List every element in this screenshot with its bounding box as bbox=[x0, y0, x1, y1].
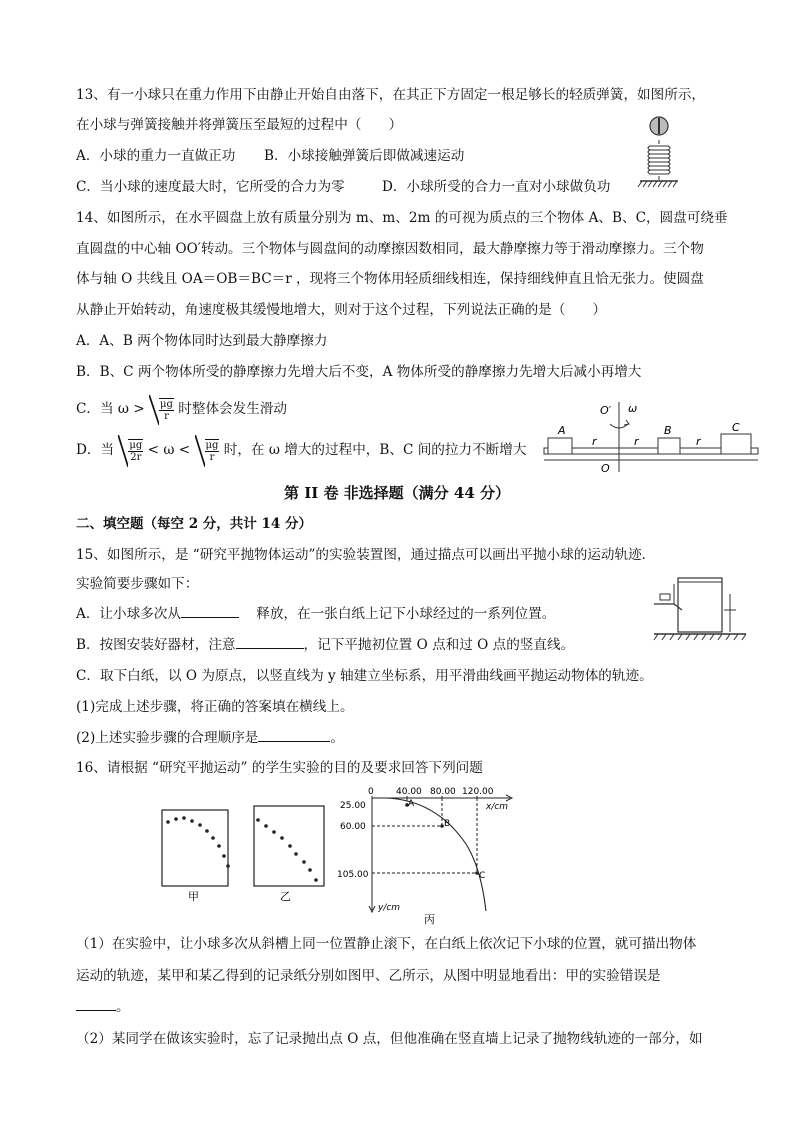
x-tick-0: 0 bbox=[368, 787, 374, 797]
sub2-prefix: (2)上述实验步骤的合理顺序是 bbox=[76, 730, 259, 746]
q14-stem-line4: 从静止开始转动，角速度极其缓慢地增大，则对于这个过程，下列说法正确的是（ ） bbox=[76, 302, 607, 318]
answer-blank[interactable] bbox=[236, 648, 304, 649]
q15-steps-title: 实验简要步骤如下： bbox=[76, 576, 199, 592]
y-tick-60: 60.00 bbox=[340, 822, 366, 832]
step-a-prefix: A．让小球多次从 bbox=[76, 606, 181, 622]
point-b-label: B bbox=[444, 819, 451, 829]
q14-option-c-prefix: C．当 ω > bbox=[76, 401, 145, 417]
trajectory-curve bbox=[386, 798, 486, 911]
q15-step-c: C．取下白纸，以 O 为原点，以竖直线为 y 轴建立坐标系，用平滑曲线画平抛运动物体的轨迹。 bbox=[76, 668, 653, 684]
label-r-3: r bbox=[696, 435, 701, 448]
fraction-denominator: r bbox=[164, 411, 169, 422]
q16-stem: 16、请根据 “研究平抛运动” 的学生实验的目的及要求回答下列问题 bbox=[76, 760, 483, 776]
q16-figure-bing bbox=[336, 786, 516, 926]
q15-sub2 bbox=[76, 729, 344, 747]
q14-stem-line3: 体与轴 O 共线且 OA＝OB＝BC＝r ，现将三个物体用轻质细线相连，保持细线伸直且恰无张力。使圆盘 bbox=[76, 271, 704, 287]
q13-option-a: A．小球的重力一直做正功 bbox=[76, 148, 236, 164]
x-axis-label: x/cm bbox=[486, 802, 509, 812]
answer-blank[interactable] bbox=[76, 1010, 116, 1011]
x-tick-40: 40.00 bbox=[396, 787, 422, 797]
step-b-prefix: B．按图安装好器材，注意 bbox=[76, 637, 236, 653]
block-b bbox=[658, 438, 680, 454]
q13-option-c: C．当小球的速度最大时，它所受的合力为零 bbox=[76, 179, 345, 195]
step-b-suffix: ，记下平抛初位置 O 点和过 O 点的竖直线。 bbox=[303, 637, 575, 653]
label-r-1: r bbox=[592, 435, 597, 448]
q16-part2-line1: （2）某同学在做该实验时，忘了记录抛出点 O 点，但他准确在竖直墙上记录了抛物线轨迹的一部分，如 bbox=[76, 1031, 703, 1047]
q14-option-d-suffix: 时，在 ω 增大的过程中，B、C 间的拉力不断增大 bbox=[223, 442, 527, 458]
q15-step-a bbox=[76, 605, 555, 623]
q13-stem-line2: 在小球与弹簧接触并将弹簧压至最短的过程中（ ） bbox=[76, 117, 403, 133]
q13-spring-figure bbox=[636, 114, 682, 196]
q14-turntable-figure bbox=[540, 398, 762, 474]
answer-blank[interactable] bbox=[181, 617, 239, 618]
q14-stem-line1: 14、如图所示，在水平圆盘上放有质量分别为 m、m、2m 的可视为质点的三个物体 A、B、C，圆盘可绕垂 bbox=[76, 210, 728, 226]
sqrt-expression bbox=[149, 395, 174, 425]
label-c: C bbox=[732, 421, 740, 434]
point-c-label: C bbox=[479, 871, 486, 881]
sub2-suffix: 。 bbox=[330, 730, 344, 746]
section-title: 二、填空题（每空 2 分，共计 14 分） bbox=[76, 516, 312, 532]
answer-blank[interactable] bbox=[258, 741, 330, 742]
part-two-heading: 第 II 卷 非选择题（满分 44 分） bbox=[283, 484, 511, 502]
q15-step-b bbox=[76, 636, 574, 654]
step-a-suffix: 释放，在一张白纸上记下小球经过的一系列位置。 bbox=[256, 606, 556, 622]
q16-part1-line3 bbox=[76, 998, 130, 1016]
q13-option-d: D．小球所受的合力一直对小球做负功 bbox=[382, 179, 611, 195]
point-a-label: A bbox=[408, 799, 415, 809]
label-o: O bbox=[601, 462, 610, 474]
q13-option-b: B．小球接触弹簧后即做减速运动 bbox=[264, 148, 465, 164]
q13-stem-line1: 13、有一小球只在重力作用下由静止开始自由落下，在其正下方固定一根足够长的轻质弹簧，如图所示， bbox=[76, 87, 706, 103]
q16-part1-line2: 运动的轨迹，某甲和某乙得到的记录纸分别如图甲、乙所示，从图中明显地看出：甲的实验错误是 bbox=[76, 968, 661, 984]
q16-figure-yi bbox=[252, 804, 328, 904]
label-r-2: r bbox=[634, 435, 639, 448]
block-a bbox=[548, 438, 572, 454]
sqrt-expression bbox=[118, 435, 143, 467]
label-o-prime: O′ bbox=[600, 404, 612, 417]
q15-stem: 15、如图所示，是 “研究平抛物体运动”的实验装置图，通过描点可以画出平抛小球的运动轨迹． bbox=[76, 547, 656, 563]
label-jia: 甲 bbox=[188, 890, 199, 903]
fraction-denominator: r bbox=[209, 452, 215, 463]
fraction-numerator: μg bbox=[160, 399, 173, 410]
q14-option-c-suffix: 时整体会发生滑动 bbox=[178, 401, 288, 417]
part1-period: 。 bbox=[116, 999, 130, 1015]
y-axis-label: y/cm bbox=[378, 903, 401, 913]
q15-sub1: (1)完成上述步骤，将正确的答案填在横线上。 bbox=[76, 699, 354, 715]
q14-option-d-middle: < ω < bbox=[147, 442, 191, 458]
q14-option-c bbox=[76, 394, 287, 425]
q14-option-a: A．A、B 两个物体同时达到最大静摩擦力 bbox=[76, 333, 328, 349]
fraction-numerator: μg bbox=[205, 440, 219, 451]
y-tick-25: 25.00 bbox=[340, 801, 366, 811]
q14-stem-line2: 直圆盘的中心轴 OO′转动。三个物体与圆盘间的动摩擦因数相同，最大静摩擦力等于滑动摩擦力。三个物 bbox=[76, 241, 704, 257]
x-tick-120: 120.00 bbox=[462, 787, 494, 797]
label-omega: ω bbox=[628, 402, 638, 415]
fraction-denominator: 2r bbox=[130, 452, 142, 463]
label-a: A bbox=[558, 424, 566, 437]
x-tick-80: 80.00 bbox=[430, 787, 456, 797]
spring-icon bbox=[650, 140, 668, 180]
label-yi: 乙 bbox=[280, 890, 291, 903]
q15-apparatus-figure bbox=[652, 574, 748, 642]
label-b: B bbox=[664, 424, 672, 437]
q16-part1-line1: （1）在实验中，让小球多次从斜槽上同一位置静止滚下，在白纸上依次记下小球的位置，就可描出物体 bbox=[76, 936, 697, 952]
q16-figure-jia bbox=[160, 808, 232, 904]
y-tick-105: 105.00 bbox=[337, 870, 369, 880]
label-bing: 丙 bbox=[424, 913, 435, 926]
q14-option-b: B．B、C 两个物体所受的静摩擦力先增大后不变，A 物体所受的静摩擦力先增大后减小再增大 bbox=[76, 364, 642, 380]
sqrt-expression bbox=[195, 435, 220, 467]
q14-option-d bbox=[76, 434, 526, 467]
block-c bbox=[721, 434, 751, 454]
fraction-numerator: μg bbox=[129, 440, 143, 451]
q14-option-d-prefix: D．当 bbox=[76, 442, 115, 458]
